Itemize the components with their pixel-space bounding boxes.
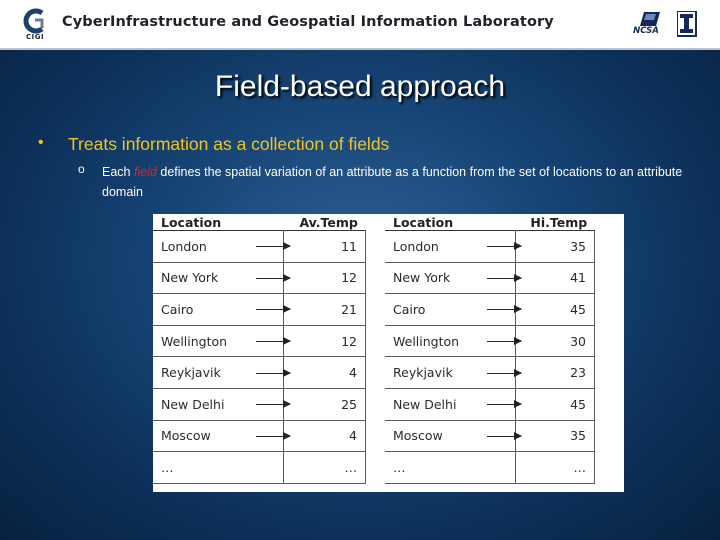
value-cell: … — [515, 452, 594, 484]
value-cell: 30 — [515, 325, 594, 357]
header-divider — [0, 48, 720, 50]
location-cell: Reykjavik — [385, 357, 515, 389]
value-cell: 41 — [515, 262, 594, 294]
value-cell: 35 — [515, 231, 594, 263]
value-cell: 11 — [284, 231, 366, 263]
slide-title: Field-based approach — [214, 70, 506, 103]
sub-bullet-text — [102, 162, 692, 202]
location-cell: Moscow — [385, 420, 515, 452]
more-fields-ellipsis: … — [608, 338, 621, 353]
arrow-icon — [487, 341, 521, 342]
table-header-location: Location — [161, 214, 222, 230]
arrow-icon — [487, 278, 521, 279]
value-cell: 23 — [515, 357, 594, 389]
location-cell: London — [385, 231, 515, 263]
arrow-icon — [487, 404, 521, 405]
value-cell: 21 — [284, 294, 366, 326]
arrow-icon — [487, 436, 521, 437]
field-emphasis: field — [133, 165, 157, 179]
location-cell: Moscow — [153, 420, 284, 452]
sub-bullet-marker: o — [78, 162, 85, 176]
arrow-icon — [487, 309, 521, 310]
location-cell: New Delhi — [385, 388, 515, 420]
location-cell: Wellington — [153, 325, 284, 357]
sub-bullet-text-start: Each — [102, 165, 134, 179]
location-cell: London — [153, 231, 284, 263]
location-cell: New York — [153, 262, 284, 294]
hitemp-field-table — [385, 214, 595, 484]
arrow-icon — [256, 373, 290, 374]
arrow-icon — [487, 373, 521, 374]
location-cell: Cairo — [385, 294, 515, 326]
value-cell: 45 — [515, 388, 594, 420]
location-cell: Cairo — [153, 294, 284, 326]
field-tables-panel — [153, 214, 624, 492]
ncsa-logo-text: NCSA — [633, 26, 659, 36]
location-cell: Wellington — [385, 325, 515, 357]
sub-bullet-text-end: defines the spatial variation of an attribute as a function from the set of locations to an attribute domain — [102, 165, 683, 199]
arrow-icon — [256, 309, 290, 310]
illinois-logo-icon — [677, 11, 697, 37]
table-header-avtemp: Av.Temp — [299, 214, 358, 230]
value-cell: 12 — [284, 325, 366, 357]
value-cell: 4 — [284, 357, 366, 389]
location-cell: … — [385, 452, 515, 484]
table-row — [153, 452, 366, 484]
bullet-marker: • — [38, 134, 44, 151]
table-header-location: Location — [393, 214, 454, 230]
value-cell: 4 — [284, 420, 366, 452]
location-cell: New Delhi — [153, 388, 284, 420]
table-header-hitemp: Hi.Temp — [530, 214, 588, 230]
value-cell: 25 — [284, 388, 366, 420]
arrow-icon — [256, 436, 290, 437]
value-cell: … — [284, 452, 366, 484]
cigi-logo-text: CIGI — [25, 33, 45, 41]
arrow-icon — [256, 404, 290, 405]
location-cell: Reykjavik — [153, 357, 284, 389]
lab-name: CyberInfrastructure and Geospatial Information Laboratory — [62, 14, 554, 30]
table-row — [385, 452, 595, 484]
avtemp-field-table — [153, 214, 366, 484]
header-band — [0, 0, 720, 50]
bullet-text: Treats information as a collection of fields — [68, 134, 390, 154]
value-cell: 45 — [515, 294, 594, 326]
arrow-icon — [256, 341, 290, 342]
value-cell: 12 — [284, 262, 366, 294]
arrow-icon — [256, 246, 290, 247]
arrow-icon — [487, 246, 521, 247]
location-cell: … — [153, 452, 284, 484]
value-cell: 35 — [515, 420, 594, 452]
location-cell: New York — [385, 262, 515, 294]
arrow-icon — [256, 278, 290, 279]
